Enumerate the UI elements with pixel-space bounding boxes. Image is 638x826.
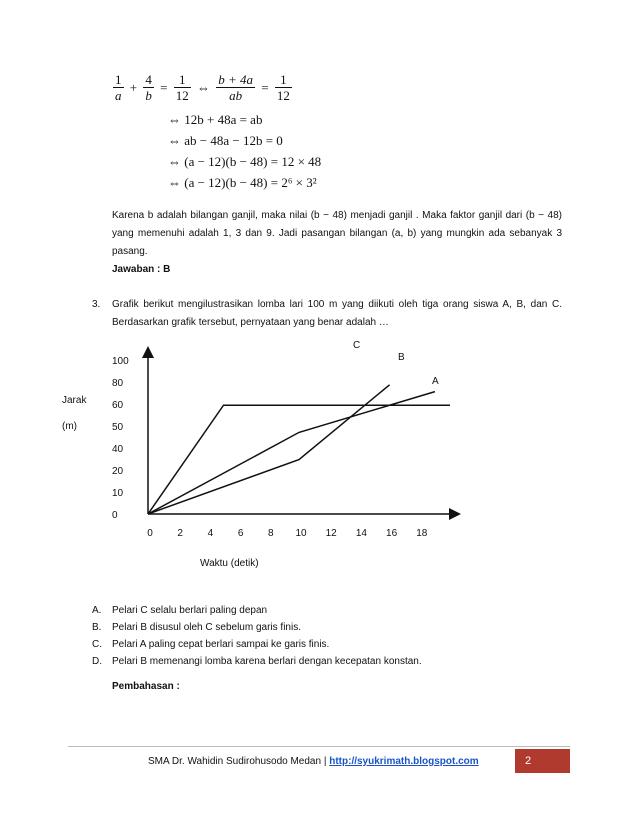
y-tick-label: 0 bbox=[112, 510, 118, 521]
y-tick-label: 100 bbox=[112, 356, 129, 367]
answer-options bbox=[92, 602, 422, 670]
y-tick-label: 40 bbox=[112, 444, 124, 455]
option-a[interactable]: A. Pelari C selalu berlari paling depan bbox=[92, 605, 268, 616]
footer-link[interactable]: http://syukrimath.blogspot.com bbox=[329, 756, 479, 767]
x-tick-label: 14 bbox=[355, 528, 367, 539]
x-tick-label: 12 bbox=[325, 528, 337, 539]
x-axis-label: Waktu (detik) bbox=[200, 558, 259, 569]
page-number: 2 bbox=[515, 749, 570, 773]
equation-line-5: ⇔ (a − 12)(b − 48) = 2⁶ × 3² bbox=[168, 175, 317, 190]
fraction-b4a-over-ab: $\frac{b + 4a}{ab}$ bbox=[218, 72, 253, 103]
y-tick-label: 80 bbox=[112, 378, 124, 389]
option-b[interactable]: B. Pelari B disusul oleh C sebelum garis finis. bbox=[92, 622, 301, 633]
x-tick-label: 4 bbox=[207, 528, 214, 539]
x-tick-label: 8 bbox=[268, 528, 274, 539]
footer-divider bbox=[68, 746, 570, 747]
question-text: Grafik berikut mengilustrasikan lomba lari 100 m yang diikuti oleh tiga orang siswa A, B, dan C. Berdasarkan grafik tersebut, pernyataan yang benar adalah … bbox=[112, 299, 562, 328]
equation-line-2: ⇔ 12b + 48a = ab bbox=[168, 112, 263, 127]
x-tick-label: 18 bbox=[416, 528, 428, 539]
x-tick-label: 10 bbox=[295, 528, 307, 539]
y-tick-label: 10 bbox=[112, 488, 124, 499]
fraction-1-over-12: $\frac{1}{12}$ bbox=[175, 72, 189, 103]
chart-labels bbox=[62, 395, 259, 569]
series-a-label: A bbox=[432, 376, 439, 387]
footer bbox=[148, 756, 479, 767]
x-tick-label: 6 bbox=[237, 528, 244, 539]
fraction-1-over-a: $\frac{1}{a}$ bbox=[115, 72, 122, 103]
y-tick-label: 50 bbox=[112, 422, 124, 433]
answer-label: Jawaban : B bbox=[112, 264, 171, 275]
footer-separator: | bbox=[323, 756, 327, 767]
equation-fractions: $\frac{1}{a}$ + $\frac{4}{b}$ = $\frac{1}{12}$ ⇔ $\frac{b + 4a}{ab}$ = $\frac{1}{12}$ bbox=[115, 72, 290, 103]
pembahasan-label: Pembahasan : bbox=[112, 681, 180, 692]
explanation-paragraph: Karena b adalah bilangan ganjil, maka nilai (b − 48) menjadi ganjil . Maka faktor ganjil dari (b − 48) yang memenuhi adalah 1, 3 dan 9. Jadi pasangan bilangan (a, b) yang mungkin ada sebanyak 3 pasang. bbox=[112, 210, 562, 257]
y-tick-label: 20 bbox=[112, 466, 124, 477]
option-d[interactable]: D. Pelari B memenangi lomba karena berlari dengan kecepatan konstan. bbox=[92, 656, 422, 667]
equation-line-3: ⇔ ab − 48a − 12b = 0 bbox=[168, 133, 283, 148]
x-tick-label: 0 bbox=[147, 528, 153, 539]
footer-school: SMA Dr. Wahidin Sudirohusodo Medan bbox=[148, 756, 322, 767]
fraction-4-over-b: $\frac{4}{b}$ bbox=[145, 72, 152, 103]
x-tick-label: 2 bbox=[177, 528, 183, 539]
distance-time-chart bbox=[0, 330, 638, 580]
chart-series bbox=[148, 340, 450, 514]
equation-line-4: ⇔ (a − 12)(b − 48) = 12 × 48 bbox=[168, 154, 322, 169]
option-c[interactable]: C. Pelari A paling cepat berlari sampai ke garis finis. bbox=[92, 639, 330, 650]
y-axis-label-line2: (m) bbox=[62, 421, 77, 432]
question-number: 3. bbox=[92, 299, 101, 310]
y-tick-label: 60 bbox=[112, 400, 124, 411]
fraction-1-over-12-b: $\frac{1}{12}$ bbox=[276, 72, 290, 103]
x-tick-label: 16 bbox=[386, 528, 398, 539]
y-axis-label-line1: Jarak bbox=[62, 395, 87, 406]
series-c-label: C bbox=[353, 340, 361, 351]
series-b-label: B bbox=[398, 352, 405, 363]
